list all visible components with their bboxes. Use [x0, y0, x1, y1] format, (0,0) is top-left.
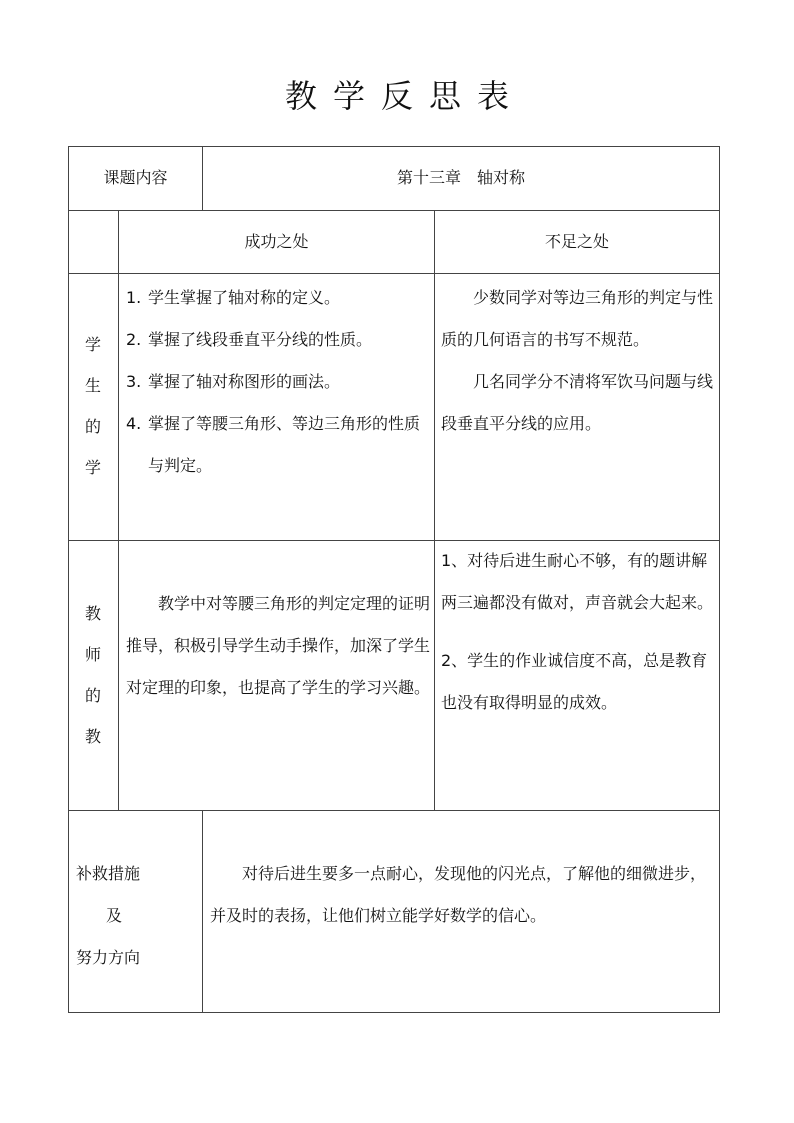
label-line: 补救措施 [76, 864, 141, 883]
label-char: 师 [84, 645, 101, 664]
table-line [202, 810, 203, 1012]
teacher-label [68, 593, 118, 757]
list-item: 3. 掌握了轴对称图形的画法。 [126, 372, 341, 391]
label-line: 及 [106, 906, 123, 925]
table-line [434, 210, 435, 810]
shortcoming-paragraph: 2、学生的作业诚信度不高，总是教育也没有取得明显的成效。 [441, 651, 708, 712]
topic-label: 课题内容 [103, 168, 168, 187]
page-title: 教学反思表 [284, 77, 525, 115]
table-line [68, 210, 720, 211]
shortcoming-paragraph: 几名同学分不清将军饮马问题与线段垂直平分线的应用。 [441, 372, 714, 433]
success-header: 成功之处 [244, 232, 309, 251]
table-border-left [68, 146, 69, 1013]
success-paragraph: 教学中对等腰三角形的判定定理的证明推导，积极引导学生动手操作，加深了学生对定理的印象，也提高了学生的学习兴趣。 [126, 594, 431, 697]
label-line: 努力方向 [76, 948, 141, 967]
list-item: 1. 学生掌握了轴对称的定义。 [126, 288, 341, 307]
table-border-bottom [68, 1012, 720, 1013]
student-label [68, 324, 118, 488]
shortcoming-header: 不足之处 [544, 232, 609, 251]
teacher-shortcomings [441, 540, 715, 724]
teacher-success [126, 583, 430, 709]
table-line [68, 810, 720, 811]
table-border-top [68, 146, 720, 147]
table-border-right [719, 146, 720, 1013]
list-item: 2. 掌握了线段垂直平分线的性质。 [126, 330, 373, 349]
table-line [118, 210, 119, 810]
label-char: 生 [84, 376, 101, 395]
label-char: 的 [84, 417, 101, 436]
shortcoming-paragraph: 少数同学对等边三角形的判定与性质的几何语言的书写不规范。 [441, 288, 714, 349]
list-item: 4. 掌握了等腰三角形、等边三角形的性质与判定。 [126, 414, 421, 475]
shortcoming-paragraph: 1、对待后进生耐心不够，有的题讲解两三遍都没有做对，声音就会大起来。 [441, 551, 714, 612]
label-char: 教 [84, 727, 101, 746]
label-char: 教 [84, 604, 101, 623]
student-shortcomings [441, 277, 715, 445]
student-success [126, 277, 430, 487]
label-char: 学 [84, 335, 101, 354]
table-line [68, 273, 720, 274]
remedy-label [76, 853, 196, 979]
label-char: 学 [84, 458, 101, 477]
topic-value: 第十三章 轴对称 [396, 168, 525, 187]
label-char: 的 [84, 686, 101, 705]
remedy-text: 对待后进生要多一点耐心，发现他的闪光点，了解他的细微进步，并及时的表扬，让他们树立能学好数学的信心。 [210, 864, 707, 925]
